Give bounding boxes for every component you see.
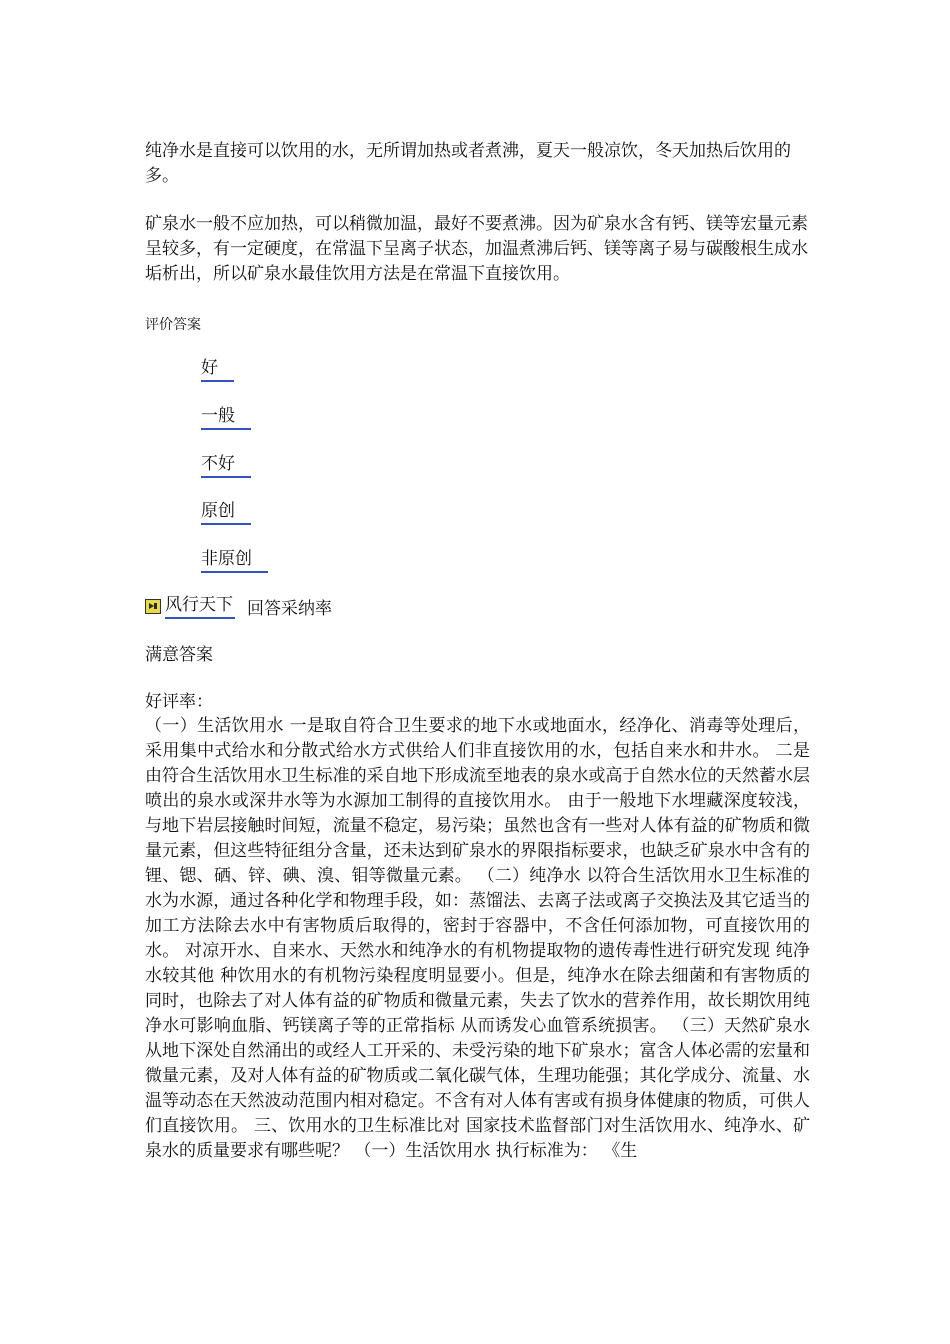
intro-paragraph-purified-water: 纯净水是直接可以饮用的水，无所谓加热或者煮沸，夏天一般凉饮，冬天加热后饮用的多。 <box>145 141 791 186</box>
intro-paragraph-mineral-water: 矿泉水一般不应加热，可以稍微加温，最好不要煮沸。因为矿泉水含有钙、镁等宏量元素呈较多，有一定硬度，在常温下呈离子状态，加温煮沸后钙、镁等离子易与碳酸根生成水垢析出，所以矿泉水最佳饮用方法是在常温下直接饮用。 <box>145 214 808 284</box>
rating-option-good[interactable]: 好 <box>201 356 234 382</box>
adopt-rate-label: 回答采纳率 <box>247 598 332 619</box>
satisfied-answer-label: 满意答案 <box>145 645 213 665</box>
good-rate-label: 好评率： <box>145 692 213 712</box>
author-row <box>145 592 332 620</box>
rating-option-non-original[interactable]: 非原创 <box>201 547 268 573</box>
rating-option-bad[interactable]: 不好 <box>201 452 251 478</box>
rating-option-original[interactable]: 原创 <box>201 499 251 525</box>
rate-answer-heading: 评价答案 <box>145 317 201 333</box>
author-name-link[interactable]: 风行天下 <box>165 593 235 619</box>
rating-option-average[interactable]: 一般 <box>201 404 251 430</box>
user-icon <box>145 599 161 614</box>
answer-body-text: （一）生活饮用水 一是取自符合卫生要求的地下水或地面水，经净化、消毒等处理后，采用集中式给水和分散式给水方式供给人们非直接饮用的水，包括自来水和井水。 二是由符合生活饮用水卫生标准的采自地下形成流至地表的泉水或高于自然水位的天然蓄水层喷出的泉水或深井水等为水源加工制得的直接饮用水。 由于一般地下水埋藏深度较浅，与地下岩层接触时间短，流量不稳定，易污染；虽然也含有一些对人体有益的矿物质和微量元素，但这些特征组分含量，还未达到矿泉水的界限指标要求，也缺乏矿泉水中含有的锂、锶、硒、锌、碘、溴、钼等微量元素。 （二）纯净水 以符合生活饮用水卫生标准的水为水源，通过各种化学和物理手段，如：蒸馏法、去离子法或离子交换法及其它适当的加工方法除去水中有害物质后取得的，密封于容器中，不含任何添加物，可直接饮用的水。 对凉开水、自来水、天然水和纯净水的有机物提取物的遗传毒性进行研究发现 纯净水较其他 种饮用水的有机物污染程度明显要小。但是，纯净水在除去细菌和有害物质的同时，也除去了对人体有益的矿物质和微量元素，失去了饮水的营养作用，故长期饮用纯净水可影响血脂、钙镁离子等的正常指标 从而诱发心血管系统损害。 （三）天然矿泉水 从地下深处自然涌出的或经人工开采的、未受污染的地下矿泉水；富含人体必需的宏量和微量元素，及对人体有益的矿物质或二氧化碳气体，生理功能强；其化学成分、流量、水温等动态在天然波动范围内相对稳定。不含有对人体有害或有损身体健康的物质，可供人们直接饮用。 三、饮用水的卫生标准比对 国家技术监督部门对生活饮用水、纯净水、矿泉水的质量要求有哪些呢？ （一）生活饮用水 执行标准为： 《生 <box>145 716 810 1161</box>
